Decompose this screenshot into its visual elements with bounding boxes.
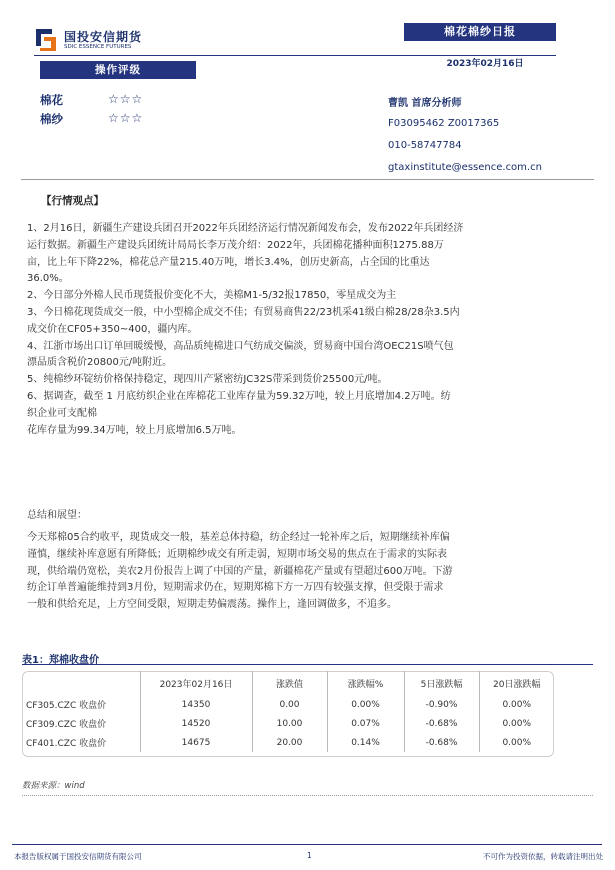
table-cell: 0.14% <box>327 733 404 752</box>
data-source: 数据来源：wind <box>22 781 85 791</box>
rating-name-cotton: 棉花 <box>40 93 63 107</box>
table-header-cell: 涨跌值 <box>252 671 327 695</box>
page-number: 1 <box>307 851 312 860</box>
text-line: 纺企订单普遍能维持到3月份，短期需求仍在，短期郑棉下方一万四有较强支撑，但受限于需求 <box>27 582 444 594</box>
table-cell: CF305.CZC 收盘价 <box>22 695 140 714</box>
market-view-body <box>27 221 593 439</box>
table-cell: 14675 <box>140 733 252 752</box>
table-cell: -0.68% <box>404 733 479 752</box>
table-header-cell: 涨跌幅% <box>327 671 404 695</box>
table-cell: 0.07% <box>327 714 404 733</box>
footer-rule <box>12 844 602 845</box>
text-line: 谨慎，继续补库意愿有所降低；近期棉纱成交有所走弱，短期市场交易的焦点在于需求的实际表 <box>27 548 447 560</box>
table-cell: 20.00 <box>252 733 327 752</box>
text-line: 运行数据。新疆生产建设兵团统计局局长李万茂介绍：2022年，兵团棉花播种面积1275.88万 <box>27 239 444 251</box>
table-header-cell: 20日涨跌幅 <box>493 679 541 690</box>
text-line: 1、2月16日，新疆生产建设兵团召开2022年兵团经济运行情况新闻发布会，发布2022年兵团经济 <box>27 223 464 234</box>
text-line: 花库存量为99.34万吨，较上月底增加6.5万吨。 <box>27 424 242 436</box>
table-header-cell: 2023年02月16日 <box>140 671 252 695</box>
text-line: 4、江浙市场出口订单回暖缓慢，高品质纯棉进口气纺成交偏淡，贸易商中国台湾OEC21S喷气包 <box>27 340 454 352</box>
table-cell: 0.00% <box>502 718 532 729</box>
text-line: 5、纯棉纱环锭纺价格保持稳定，现四川产紧密纺JC32S带采到货价25500元/吨。 <box>27 374 388 386</box>
logo-mark-icon <box>34 27 58 53</box>
table-title: 表1：郑棉收盘价 <box>22 655 99 666</box>
section-divider <box>21 179 594 180</box>
analyst-phone: 010-58747784 <box>388 140 462 151</box>
table-cell: -0.90% <box>404 695 479 714</box>
table-cell: 0.00 <box>252 695 327 714</box>
summary-heading: 总结和展望： <box>27 510 87 521</box>
analyst-license: F03095462 Z0017365 <box>388 118 500 129</box>
text-line: 成交价在CF05+350~400，疆内库。 <box>27 323 198 335</box>
summary-body <box>27 530 593 614</box>
footer-copyright: 本报告版权属于国投安信期货有限公司 <box>14 852 142 861</box>
table-cell: CF401.CZC 收盘价 <box>22 733 140 752</box>
rating-heading: 操作评级 <box>40 61 196 79</box>
table-header-cell <box>22 671 140 695</box>
table-cell: 0.00% <box>502 699 532 710</box>
source-rule <box>22 795 593 796</box>
report-title: 棉花棉纱日报 <box>404 23 556 41</box>
text-line: 6、据调查，截至 1 月底纺织企业在库棉花工业库存量为59.32万吨，较上月底增加4.2万吨。纺 <box>27 390 451 402</box>
table-cell: 14350 <box>140 695 252 714</box>
table-cell: 0.00% <box>502 737 532 748</box>
market-view-heading: 【行情观点】 <box>41 195 104 207</box>
star-rating-icon: ☆☆☆ <box>108 111 144 125</box>
rating-name-yarn: 棉纱 <box>40 112 63 126</box>
table-header-row <box>22 671 554 695</box>
table-cell: 0.00% <box>327 695 404 714</box>
table-header-cell: 5日涨跌幅 <box>404 671 479 695</box>
text-line: 一般和供给充足，上方空间受限，短期走势偏震荡。操作上，逢回调做多，不追多。 <box>27 599 397 611</box>
table-row <box>22 733 554 752</box>
analyst-email: gtaxinstitute@essence.com.cn <box>388 162 542 173</box>
text-line: 今天郑棉05合约收平，现货成交一般，基差总体持稳，纺企经过一轮补库之后，短期继续补库偏 <box>27 532 450 543</box>
logo-text-cn: 国投安信期货 <box>64 30 143 44</box>
star-rating-icon: ☆☆☆ <box>108 92 144 106</box>
table-cell: 14520 <box>140 714 252 733</box>
table-cell: 10.00 <box>252 714 327 733</box>
table-cell: -0.68% <box>404 714 479 733</box>
text-line: 3、今日棉花现货成交一般，中小型棉企成交不佳；有贸易商售22/23机采41级白棉28/28杂3.5内 <box>27 306 460 318</box>
text-line: 36.0%。 <box>27 273 69 285</box>
table-cell: CF309.CZC 收盘价 <box>22 714 140 733</box>
text-line: 2、今日部分外棉人民币现货报价变化不大，美棉M1-5/32报17850，零星成交为主 <box>27 290 397 302</box>
analyst-name: 曹凯 首席分析师 <box>388 98 462 109</box>
text-line: 漂品质含税价20800元/吨附近。 <box>27 357 173 369</box>
company-logo <box>34 27 159 55</box>
text-line: 亩，比上年下降22%，棉花总产量215.40万吨，增长3.4%，创历史新高，占全国的比重达 <box>27 256 430 268</box>
table-row <box>22 695 554 714</box>
report-date: 2023年02月16日 <box>446 59 524 69</box>
table-row <box>22 714 554 733</box>
footer-disclaimer: 不可作为投资依据，转载请注明出处 <box>483 852 603 861</box>
text-line: 织企业可支配棉 <box>27 407 97 419</box>
closing-price-table <box>22 671 554 752</box>
logo-text-en: SDIC ESSENCE FUTURES <box>64 44 132 50</box>
table-title-rule <box>22 664 593 665</box>
text-line: 现，供给端仍宽松，美农2月份报告上调了中国的产量，新疆棉花产量或有望超过600万吨。下游 <box>27 565 453 577</box>
